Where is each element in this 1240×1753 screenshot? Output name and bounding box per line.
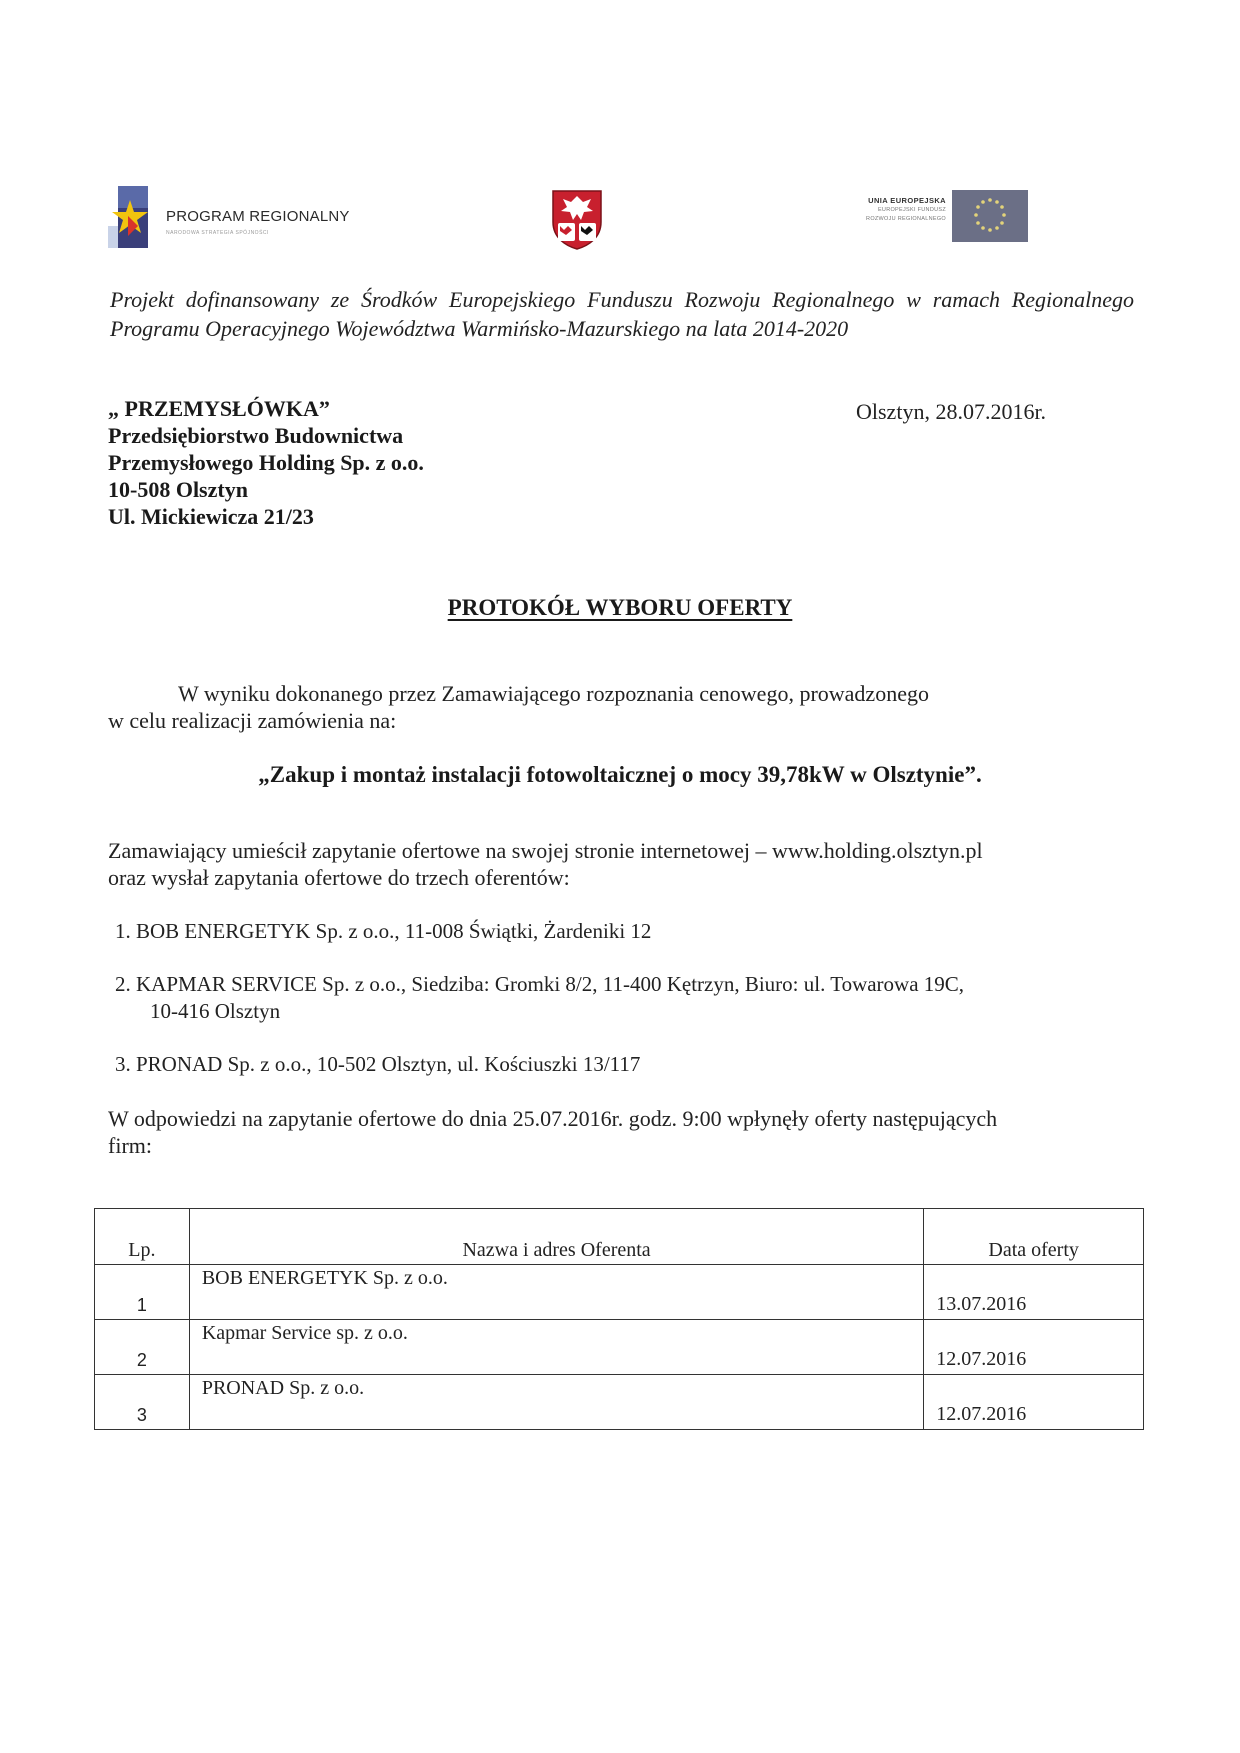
sender-address: [108, 395, 424, 530]
program-regionalny-logo: [108, 186, 408, 248]
inquiry-line-1: Zamawiający umieścił zapytanie ofertowe na swojej stronie internetowej – www.holding.olsztyn.pl: [108, 838, 983, 863]
eu-name: UNIA EUROPEJSKA: [868, 196, 946, 205]
bidder-name: PRONAD Sp. z o.o.: [189, 1375, 923, 1430]
column-header-name: Nazwa i adres Oferenta: [189, 1209, 923, 1265]
table-row: [95, 1375, 1144, 1430]
document-title: PROTOKÓŁ WYBORU OFERTY: [447, 595, 793, 620]
sender-name: „ PRZEMYSŁÓWKA”: [108, 396, 330, 421]
eu-flag-icon: [952, 190, 1028, 242]
bidder-list-item: 2. KAPMAR SERVICE Sp. z o.o., Siedziba: Gromki 8/2, 11-400 Kętrzyn, Biuro: ul. Towarowa 19C,: [115, 972, 965, 996]
program-regionalny-title: PROGRAM REGIONALNY: [166, 208, 350, 225]
sender-postcode-city: 10-508 Olsztyn: [108, 477, 248, 502]
eu-fund-line1: EUROPEJSKI FUNDUSZ: [877, 207, 946, 213]
eu-erdf-logo: [818, 190, 1028, 244]
bidder-list-item: 1. BOB ENERGETYK Sp. z o.o., 11-008 Świątki, Żardeniki 12: [115, 919, 652, 943]
bidder-list-item: 3. PRONAD Sp. z o.o., 10-502 Olsztyn, ul. Kościuszki 13/117: [115, 1052, 641, 1076]
offers-table: [94, 1208, 1144, 1430]
offer-date: 13.07.2016: [924, 1265, 1144, 1320]
column-header-lp: Lp.: [95, 1209, 190, 1265]
sender-line2: Przedsiębiorstwo Budownictwa: [108, 423, 404, 448]
row-number: 2: [95, 1320, 190, 1375]
program-regionalny-subtitle: NARODOWA STRATEGIA SPÓJNOŚCI: [166, 230, 269, 236]
row-number: 1: [95, 1265, 190, 1320]
table-header-row: [95, 1209, 1144, 1265]
column-header-date: Data oferty: [924, 1209, 1144, 1265]
order-subject: „Zakup i montaż instalacji fotowoltaicznej o mocy 39,78kW w Olsztynie”.: [258, 762, 982, 787]
bidder-name: BOB ENERGETYK Sp. z o.o.: [189, 1265, 923, 1320]
response-line-2: firm:: [108, 1133, 152, 1158]
sender-line3: Przemysłowego Holding Sp. z o.o.: [108, 450, 424, 475]
sender-street: Ul. Mickiewicza 21/23: [108, 504, 314, 529]
table-row: [95, 1265, 1144, 1320]
response-line-1: W odpowiedzi na zapytanie ofertowe do dnia 25.07.2016r. godz. 9:00 wpłynęły oferty następujących: [108, 1106, 998, 1131]
bidder-name: Kapmar Service sp. z o.o.: [189, 1320, 923, 1375]
funding-statement: Projekt dofinansowany ze Środków Europejskiego Funduszu Rozwoju Regionalnego w ramach Regionalnego Programu Operacyjnego Województwa Warmińsko-Mazurskiego na lata 2014-2020: [110, 287, 1134, 341]
eu-fund-line2: ROZWOJU REGIONALNEGO: [866, 216, 946, 222]
intro-line-1: W wyniku dokonanego przez Zamawiającego rozpoznania cenowego, prowadzonego: [178, 681, 929, 706]
offer-date: 12.07.2016: [924, 1375, 1144, 1430]
row-number: 3: [95, 1375, 190, 1430]
program-regionalny-emblem-icon: [108, 186, 156, 248]
place-date: Olsztyn, 28.07.2016r.: [856, 399, 1047, 424]
table-row: [95, 1320, 1144, 1375]
intro-line-2: w celu realizacji zamówienia na:: [108, 708, 397, 733]
offer-date: 12.07.2016: [924, 1320, 1144, 1375]
inquiry-line-2: oraz wysłał zapytania ofertowe do trzech oferentów:: [108, 865, 570, 890]
warmia-mazury-crest-icon: [550, 188, 604, 250]
bidder-list-item-continuation: 10-416 Olsztyn: [150, 999, 281, 1023]
